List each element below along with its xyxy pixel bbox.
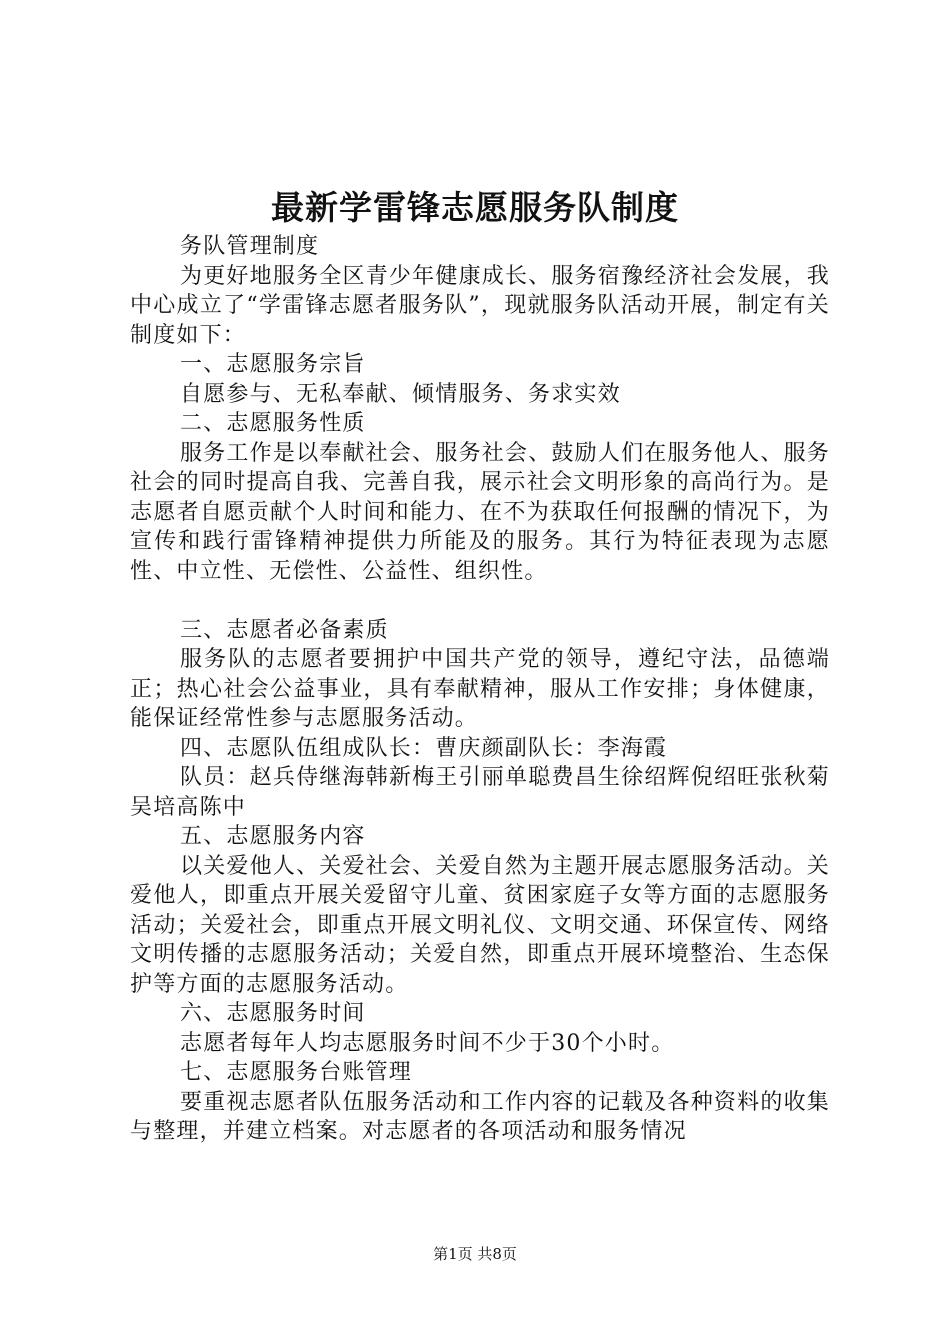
paragraph: 志愿者每年人均志愿服务时间不少于30个小时。 xyxy=(180,1030,675,1056)
paragraph: 为更好地服务全区青少年健康成长、服务宿豫经济社会发展，我中心成立了“学雷锋志愿者服务队”，现就服务队活动开展，制定有关制度如下： xyxy=(130,263,830,348)
section-heading: 六、志愿服务时间 xyxy=(180,1001,366,1026)
document-body xyxy=(130,232,830,1147)
page-footer: 第1页 共8页 xyxy=(433,1245,517,1263)
document-title: 最新学雷锋志愿服务队制度 xyxy=(271,188,679,227)
section-heading: 二、志愿服务性质 xyxy=(180,411,366,436)
section-heading: 四、志愿队伍组成队长：曹庆颜副队长：李海霞 xyxy=(180,735,668,761)
section-heading: 七、志愿服务台账管理 xyxy=(180,1060,413,1085)
paragraph: 队员：赵兵侍继海韩新梅王引丽单聪费昌生徐绍辉倪绍旺张秋菊吴培高陈中 xyxy=(130,765,830,820)
paragraph: 服务队的志愿者要拥护中国共产党的领导，遵纪守法，品德端正；热心社会公益事业，具有奉献精神，服从工作安排；身体健康，能保证经常性参与志愿服务活动。 xyxy=(130,647,830,731)
section-heading: 三、志愿者必备素质 xyxy=(180,617,389,643)
paragraph: 以关爱他人、关爱社会、关爱自然为主题开展志愿服务活动。关爱他人，即重点开展关爱留守儿童、贫困家庭子女等方面的志愿服务活动；关爱社会，即重点开展文明礼仪、文明交通、环保宣传、网络文明传播的志愿服务活动；关爱自然，即重点开展环境整治、生态保护等方面的志愿服务活动。 xyxy=(130,853,830,997)
paragraph: 要重视志愿者队伍服务活动和工作内容的记载及各种资料的收集与整理，并建立档案。对志愿者的各项活动和服务情况 xyxy=(130,1089,830,1144)
paragraph: 自愿参与、无私奉献、倾情服务、务求实效 xyxy=(180,381,621,407)
section-heading: 五、志愿服务内容 xyxy=(180,824,366,849)
paragraph: 服务工作是以奉献社会、服务社会、鼓励人们在服务他人、服务社会的同时提高自我、完善自我，展示社会文明形象的高尚行为。是志愿者自愿贡献个人时间和能力、在不为获取任何报酬的情况下，为宣传和践行雷锋精神提供力所能及的服务。其行为特征表现为志愿性、中立性、无偿性、公益性、组织性。 xyxy=(130,440,830,584)
section-heading: 一、志愿服务宗旨 xyxy=(180,352,366,377)
paragraph: 务队管理制度 xyxy=(180,234,320,259)
